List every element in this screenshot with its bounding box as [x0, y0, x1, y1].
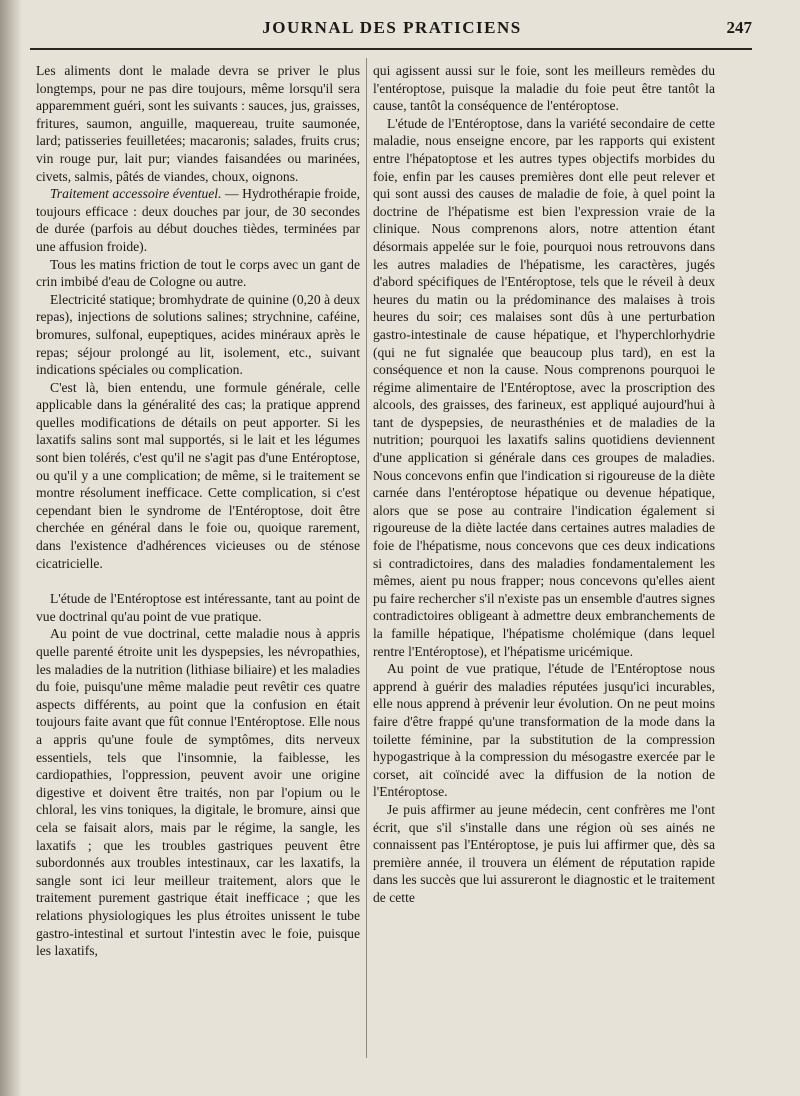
paragraph: Electricité statique; bromhydrate de quinine (0,20 à deux repas), injections de solutions salines; strychnine, caféine, bromures, sulfonal, eupeptiques, acides minéraux après le repas; séjour prolongé au lit, isolement, etc., suivant indications spéciales ou complication.: [36, 291, 360, 378]
running-title: JOURNAL DES PRATICIENS: [262, 18, 522, 37]
page-header: [32, 18, 752, 44]
paragraph: [36, 185, 360, 255]
paragraph: Les aliments dont le malade devra se priver le plus longtemps, pour ne pas dire toujours, même lorsqu'il sera apparemment guéri, sont les suivants : sauces, jus, graisses, fritures, saumon, anguille, maquereau, truite saumonée, lard; patisseries feuilletées; macaronis; salades, fruits crus; vin rouge pur, lait pur; viandes faisandées ou marinées, civets, salmis, pâtés de viandes, choux, oignons.: [36, 63, 360, 184]
header-rule: [30, 48, 752, 50]
paragraph: C'est là, bien entendu, une formule générale, celle applicable dans la généralité des cas; la pratique apprend quelles modifications de détails on peut apporter. Si les laxatifs salins sont mal supportés, si le lait et les légumes sont bien tolérés, c'est qu'il ne s'agit pas d'une Entéroptose, ou qu'il y a une complication; de même, si le traitement se montre résolument inefficace. Cette complication, si c'est cependant bien le syndrome de l'Entéroptose, doit être cherchée en général dans le foie ou, quoique rarement, dans l'existence d'adhérences vicieuses ou de sténose cicatricielle.: [36, 379, 360, 571]
paragraph: L'étude de l'Entéroptose, dans la variété secondaire de cette maladie, nous enseigne encore, par les rapports qui existent entre l'hépatoptose et les autres types objectifs morbides du foie, enfin par les causes premières dont elle peut relever et qui sont aussi des causes de maladie de foie, à quel point la doctrine de l'hépatisme est bien l'expression vraie de la clinique. Nous comprenons alors, notre attention étant désormais appelée sur le foie, pourquoi nous retrouvons dans les autres maladies de l'hépatisme, les caractères, jugés d'abord spécifiques de l'Entéroptose, tels que le réveil à deux heures du matin ou la prédominance des malaises à trois heures du soir; ces malaises sont dûs à une perturbation gastro-intestinale de cause hépatique, et l'hyperchlorhydrie (qui ne fut signalée que beaucoup plus tard), en est la conséquence et non la cause. Nous comprenons pourquoi le régime alimentaire de l'Entéroptose, avec la proscription des alcools, des graisses, des farineux, est appliqué aujourd'hui à tant de dyspepsies, de neurasthénies et de maladies de la nutrition; pourquoi les laxatifs salins quotidiens deviennent d'une application si générale dans ces groupes de maladies. Nous concevons enfin que l'indication si rigoureuse de la diète carnée dans l'entéroptose hépatique ou devenue hépatique, alors que se pose au contraire l'indication également si rigoureuse de la diète lactée dans certaines autres maladies de foie de l'hépatisme, nous concevons que ces deux indications si contradictoires, dans des maladies fondamentalement les mêmes, aient pu nous frapper; nous concevons qu'elles aient pu faire rechercher s'il n'existe pas un ensemble d'autres signes contradictoires obligeant à admettre deux embranchements de la famille hépatique, l'hépatisme cholémique (dans lequel rentre l'Entéroptose), et l'hépatisme uricémique.: [373, 115, 715, 659]
right-column: [373, 62, 715, 907]
page-binding-shadow: [0, 0, 22, 1096]
paragraph: Tous les matins friction de tout le corps avec un gant de crin imbibé d'eau de Cologne ou autre.: [36, 256, 360, 290]
paragraph: qui agissent aussi sur le foie, sont les meilleurs remèdes du l'entéroptose, puisque la maladie du foie peut être tantôt la cause, tantôt la conséquence de l'entéroptose.: [373, 63, 715, 114]
paragraph: L'étude de l'Entéroptose est intéressante, tant au point de vue doctrinal qu'au point de vue pratique.: [36, 591, 360, 624]
paragraph: Je puis affirmer au jeune médecin, cent confrères me l'ont écrit, que s'il s'installe dans une région où ses ainés ne connaissent pas l'Entéroptose, je puis lui affirmer que, dès sa première année, il trouvera un élément de réputation rapide dans les succès que lui assureront le diagnostic et le traitement de cette: [373, 801, 715, 905]
paragraph: Au point de vue pratique, l'étude de l'Entéroptose nous apprend à guérir des maladies réputées jusqu'ici incurables, elle nous apprend à prévenir leur évolution. On ne peut moins faire d'être frappé qu'une transformation de la mode dans la toilette féminine, par la substitution de la compression hypogastrique à la compression du mésogastre exercée par le corset, ait coïncidé avec la diffusion de la notion de l'Entéroptose.: [373, 661, 715, 800]
column-divider: [366, 58, 367, 1058]
page-number: 247: [726, 18, 752, 37]
left-column: [36, 62, 360, 960]
paragraph-text: — Hydrothérapie froide, toujours efficace : deux douches par jour, de 30 secondes de durée (parfois au début douches tièdes, terminées par une affusion froide).: [36, 186, 361, 254]
paragraph: Au point de vue doctrinal, cette maladie nous à appris quelle parenté étroite unit les dyspepsies, les névropathies, les maladies de la nutrition (lithiase biliaire) et les maladies du foie, puisqu'une même maladie peut revêtir ces quatre aspects différents, au point que la confusion en était toujours faite avant que fût connue l'Entéroptose. Elle nous a appris qu'une foule de symptômes, dits nerveux essentiels, tels que l'insomnie, la faiblesse, les cardiopathies, l'oppression, peuvent avoir une origine digestive et doivent être traités, non par l'opium ou le chloral, les vins toniques, la digitale, le bromure, ainsi que cela se faisait alors, mais par le régime, la sangle, les laxatifs ; que les troubles gastriques peuvent être subordonnés aux troubles intestinaux, car les laxatifs, la sangle sont ici leur meilleur traitement, alors que le traitement purement gastrique était inefficace ; que les relations physiologiques les plus étroites unissent le tube gastro-intestinal et surtout l'intestin avec le foie, puisque les laxatifs,: [36, 626, 360, 959]
section-heading: Traitement accessoire éventuel.: [50, 186, 222, 202]
